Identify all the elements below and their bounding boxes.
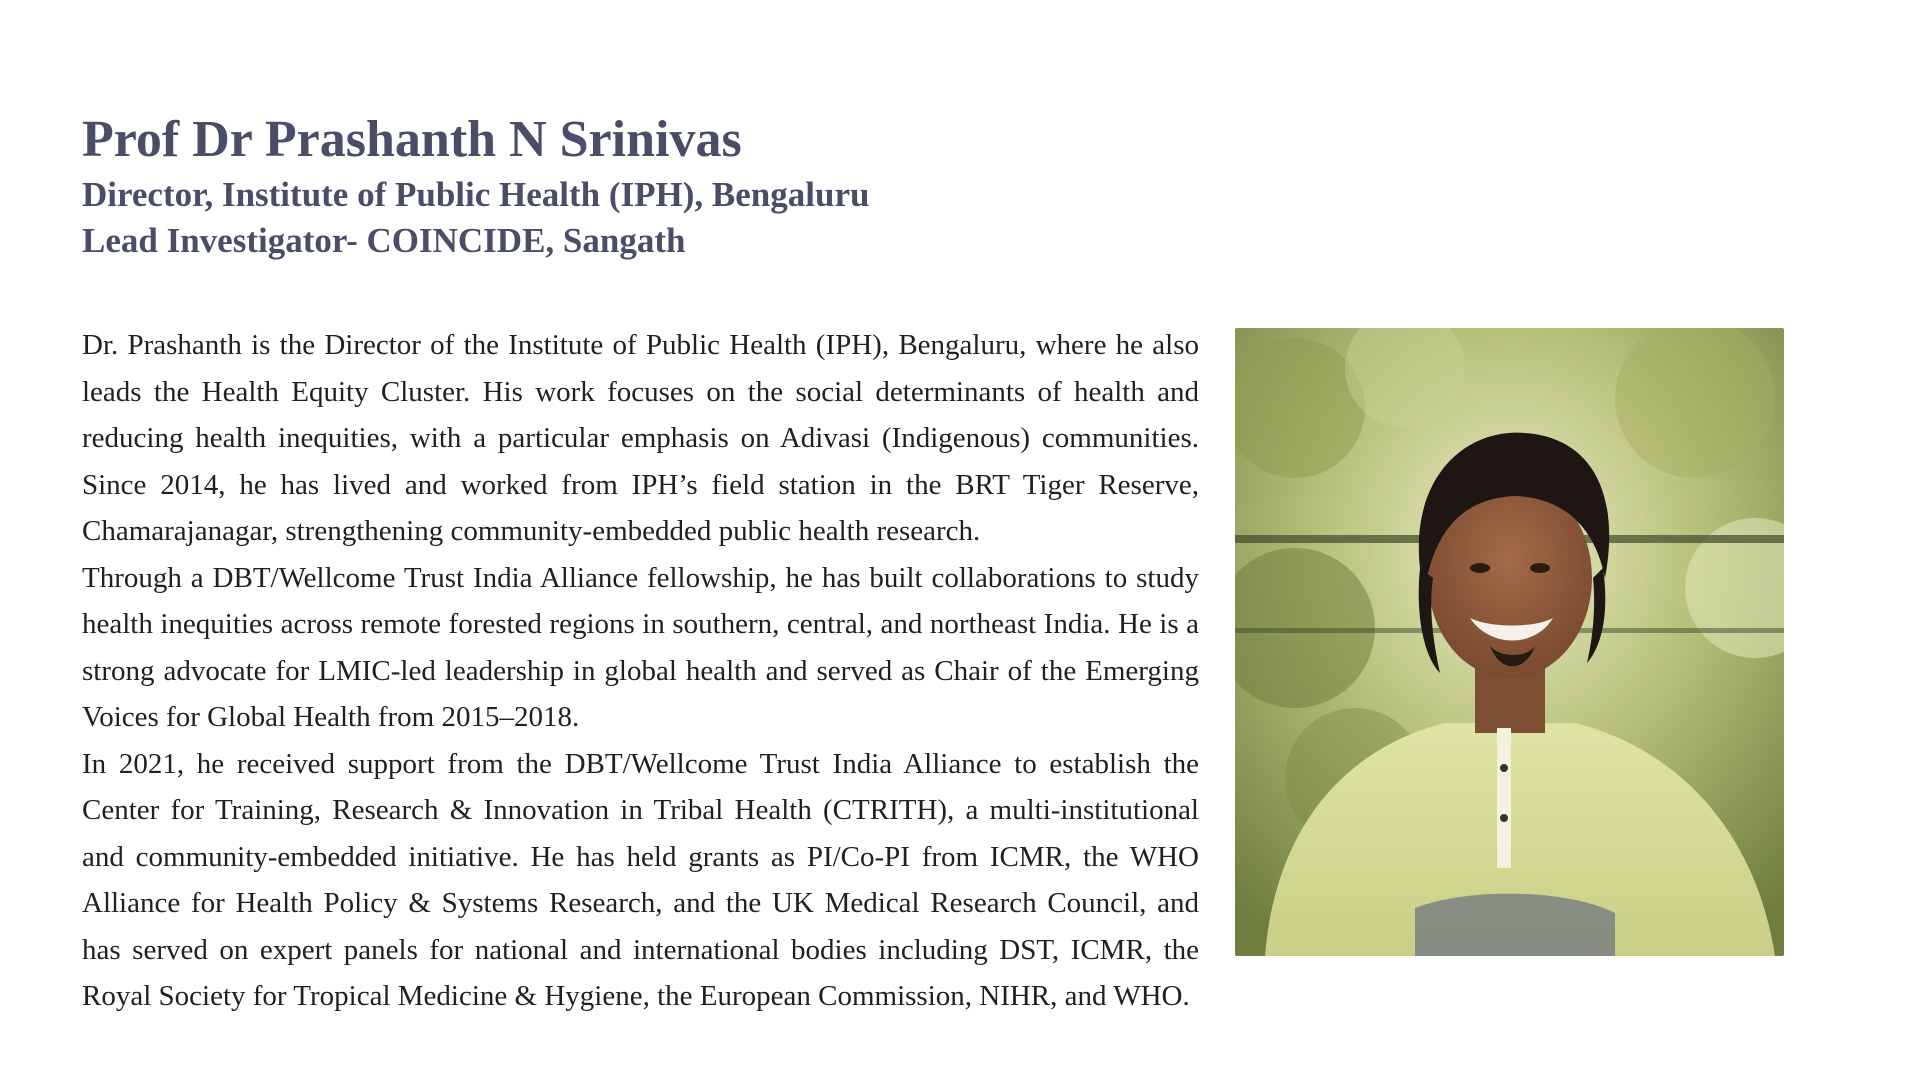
portrait-illustration [1235, 328, 1784, 956]
profile-photo [1235, 328, 1784, 956]
bio-paragraph-1: Dr. Prashanth is the Director of the Institute of Public Health (IPH), Bengaluru, where he also leads the Health Equity Cluster. His work focuses on the social determinants of health and reducing health inequities, with a particular emphasis on Adivasi (Indigenous) communities. Since 2014, he has lived and worked from IPH’s field station in the BRT Tiger Reserve, Chamarajanagar, strengthening community-embedded public health research. [82, 329, 1199, 547]
profile-role-director: Director, Institute of Public Health (IPH), Bengaluru [82, 175, 870, 214]
profile-name: Prof Dr Prashanth N Srinivas [82, 111, 742, 168]
profile-header [82, 108, 869, 264]
bio-paragraph-2: Through a DBT/Wellcome Trust India Alliance fellowship, he has built collaborations to study health inequities across remote forested regions in southern, central, and northeast India. He is a strong advocate for LMIC-led leadership in global health and served as Chair of the Emerging Voices for Global Health from 2015–2018. [82, 561, 1199, 733]
biography [82, 322, 1199, 1020]
bio-paragraph-3: In 2021, he received support from the DBT/Wellcome Trust India Alliance to establish the Center for Training, Research & Innovation in Tribal Health (CTRITH), a multi-institutional and community-embedded initiative. He has held grants as PI/Co-PI from ICMR, the WHO Alliance for Health Policy & Systems Research, and the UK Medical Research Council, and has served on expert panels for national and international bodies including DST, ICMR, the Royal Society for Tropical Medicine & Hygiene, the European Commission, NIHR, and WHO. [82, 747, 1199, 1012]
profile-role-investigator: Lead Investigator- COINCIDE, Sangath [82, 221, 686, 260]
